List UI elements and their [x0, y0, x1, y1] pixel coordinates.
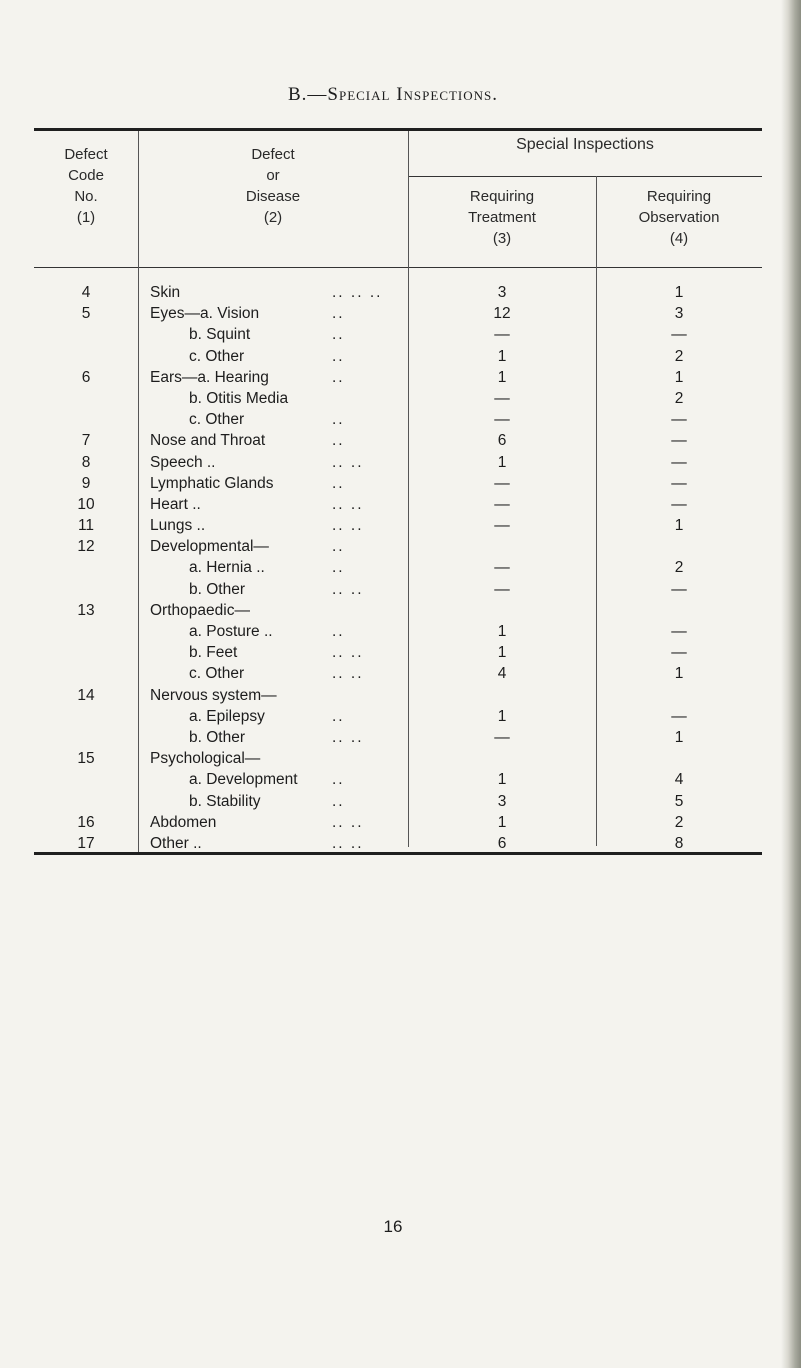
page-number: 16 [383, 1217, 403, 1236]
requiring-observation-cell: 3 [674, 305, 684, 323]
requiring-treatment-cell: — [494, 517, 510, 535]
leader-dots: .. .. [332, 728, 364, 746]
page-title: B.—Special Inspections. [287, 84, 499, 105]
defect-name-cell: Lymphatic Glands [150, 474, 274, 492]
header-requiring-observation: Requiring Observation (4) [638, 188, 720, 247]
requiring-treatment-cell: — [494, 495, 510, 513]
requiring-treatment-cell: 1 [497, 771, 507, 789]
defect-name-cell: Orthopaedic— [150, 601, 250, 619]
defect-code-cell: 12 [77, 538, 95, 556]
defect-name-cell: c. Other [189, 347, 245, 365]
requiring-observation-cell: 1 [674, 665, 684, 683]
requiring-observation-cell: 1 [674, 284, 684, 301]
requiring-observation-cell: 2 [674, 559, 684, 577]
header-defect-disease: Defect or Disease (2) [245, 146, 301, 226]
leader-dots: .. [332, 623, 345, 640]
defect-name-cell: a. Posture .. [189, 623, 273, 640]
table-row [34, 600, 762, 621]
defect-name-cell: c. Other [189, 411, 245, 429]
header-defect-code: Defect Code No. (1) [64, 146, 108, 226]
requiring-observation-cell: 1 [674, 728, 684, 746]
requiring-observation-cell: 5 [674, 792, 684, 810]
defect-code-cell: 8 [81, 453, 91, 471]
table-row [34, 579, 762, 600]
table-row [34, 833, 762, 854]
defect-name-cell: b. Feet [189, 644, 238, 662]
defect-code-cell: 4 [81, 284, 91, 301]
defect-name-cell: Eyes—a. Vision [150, 305, 260, 323]
requiring-treatment-cell: 1 [497, 453, 507, 471]
requiring-observation-cell: 1 [674, 368, 684, 386]
page-edge-shadow [781, 0, 801, 1368]
table-row [34, 663, 762, 684]
table-row [34, 748, 762, 769]
requiring-treatment-cell: — [494, 559, 510, 577]
requiring-observation-cell: — [671, 580, 687, 598]
leader-dots: .. [332, 326, 345, 344]
requiring-treatment-cell: 4 [497, 665, 507, 683]
requiring-treatment-cell: 1 [497, 644, 507, 662]
requiring-observation-cell: — [671, 707, 687, 725]
requiring-observation-cell: 2 [674, 813, 684, 831]
leader-dots: .. [332, 707, 345, 725]
requiring-observation-cell: 1 [674, 517, 684, 535]
table-row [34, 706, 762, 727]
defect-code-cell: 17 [77, 834, 95, 852]
table-row [34, 282, 762, 303]
requiring-treatment-cell: 1 [497, 707, 507, 725]
requiring-treatment-cell: 1 [497, 813, 507, 831]
leader-dots: .. .. .. [332, 284, 383, 301]
leader-dots: .. [332, 771, 345, 789]
requiring-treatment-cell: 3 [497, 792, 507, 810]
leader-dots: .. [332, 411, 345, 429]
table-row [34, 324, 762, 345]
defect-code-cell: 14 [77, 686, 95, 704]
defect-code-cell: 10 [77, 495, 95, 513]
defect-name-cell: b. Squint [189, 326, 251, 344]
requiring-treatment-cell: 6 [497, 432, 507, 450]
leader-dots: .. .. [332, 495, 364, 513]
requiring-observation-cell: — [671, 453, 687, 471]
defect-name-cell: Other .. [150, 834, 202, 852]
defect-name-cell: Skin [150, 284, 181, 301]
defect-name-cell: Speech .. [150, 453, 216, 471]
table-row [34, 621, 762, 642]
defect-code-cell: 15 [77, 750, 95, 768]
defect-code-cell: 7 [81, 432, 91, 450]
defect-code-cell: 11 [77, 517, 95, 535]
leader-dots: .. .. [332, 665, 364, 683]
table-row [34, 536, 762, 557]
leader-dots: .. .. [332, 644, 364, 662]
defect-code-cell: 6 [81, 368, 91, 386]
special-inspections-rule [408, 176, 762, 177]
header-requiring-treatment: Requiring Treatment (3) [468, 188, 536, 247]
table-row [34, 303, 762, 324]
defect-name-cell: a. Hernia .. [189, 559, 265, 577]
requiring-observation-cell: — [671, 326, 687, 344]
requiring-treatment-cell: 1 [497, 347, 507, 365]
defect-code-cell: 16 [77, 813, 95, 831]
table-row [34, 473, 762, 494]
requiring-treatment-cell: — [494, 326, 510, 344]
defect-name-cell: Nose and Throat [150, 432, 266, 450]
defect-name-cell: Ears—a. Hearing [150, 368, 269, 386]
leader-dots: .. .. [332, 453, 364, 471]
requiring-treatment-cell: 1 [497, 623, 507, 640]
table-row [34, 769, 762, 790]
table-body [34, 282, 762, 854]
leader-dots: .. [332, 368, 345, 386]
leader-dots: .. [332, 347, 345, 365]
requiring-treatment-cell: 1 [497, 368, 507, 386]
table-row [34, 642, 762, 663]
table-row [34, 812, 762, 833]
requiring-treatment-cell: 12 [493, 305, 511, 323]
requiring-observation-cell: — [671, 474, 687, 492]
defect-code-cell: 9 [81, 474, 91, 492]
table-row [34, 791, 762, 812]
table-row [34, 346, 762, 367]
requiring-treatment-cell: 3 [497, 284, 507, 301]
defect-name-cell: Lungs .. [150, 517, 206, 535]
inspections-table [34, 124, 762, 856]
requiring-treatment-cell: — [494, 389, 510, 407]
defect-name-cell: Psychological— [150, 750, 261, 768]
requiring-observation-cell: 2 [674, 389, 684, 407]
requiring-treatment-cell: — [494, 411, 510, 429]
table-row [34, 515, 762, 536]
header-bottom-rule [34, 267, 762, 268]
defect-name-cell: c. Other [189, 665, 245, 683]
requiring-treatment-cell: 6 [497, 834, 507, 852]
requiring-observation-cell: — [671, 644, 687, 662]
leader-dots: .. .. [332, 580, 364, 598]
defect-name-cell: b. Otitis Media [189, 389, 289, 407]
table-row [34, 430, 762, 451]
leader-dots: .. [332, 538, 345, 556]
requiring-treatment-cell: — [494, 474, 510, 492]
defect-code-cell: 5 [81, 305, 91, 323]
requiring-observation-cell: — [671, 411, 687, 429]
requiring-treatment-cell: — [494, 580, 510, 598]
table-row [34, 494, 762, 515]
table-row [34, 388, 762, 409]
defect-name-cell: b. Stability [189, 792, 261, 810]
leader-dots: .. [332, 305, 345, 323]
requiring-observation-cell: 4 [674, 771, 684, 789]
table-row [34, 367, 762, 388]
requiring-observation-cell: — [671, 495, 687, 513]
requiring-observation-cell: 8 [674, 834, 684, 852]
defect-name-cell: Nervous system— [150, 686, 277, 704]
table-top-rule [34, 128, 762, 131]
requiring-observation-cell: — [671, 432, 687, 450]
defect-code-cell: 13 [77, 601, 95, 619]
defect-name-cell: a. Development [189, 771, 298, 789]
requiring-observation-cell: — [671, 623, 687, 640]
table-row [34, 727, 762, 748]
defect-name-cell: b. Other [189, 580, 245, 598]
table-row [34, 409, 762, 430]
leader-dots: .. .. [332, 517, 364, 535]
defect-name-cell: Developmental— [150, 538, 269, 556]
header-special-inspections: Special Inspections [516, 136, 654, 153]
leader-dots: .. .. [332, 813, 364, 831]
defect-name-cell: Abdomen [150, 813, 217, 831]
defect-name-cell: a. Epilepsy [189, 707, 265, 725]
leader-dots: .. .. [332, 834, 364, 852]
table-row [34, 452, 762, 473]
table-row [34, 557, 762, 578]
leader-dots: .. [332, 474, 345, 492]
defect-name-cell: b. Other [189, 728, 245, 746]
defect-name-cell: Heart .. [150, 495, 201, 513]
requiring-treatment-cell: — [494, 728, 510, 746]
requiring-observation-cell: 2 [674, 347, 684, 365]
leader-dots: .. [332, 559, 345, 577]
leader-dots: .. [332, 792, 345, 810]
leader-dots: .. [332, 432, 345, 450]
table-row [34, 685, 762, 706]
